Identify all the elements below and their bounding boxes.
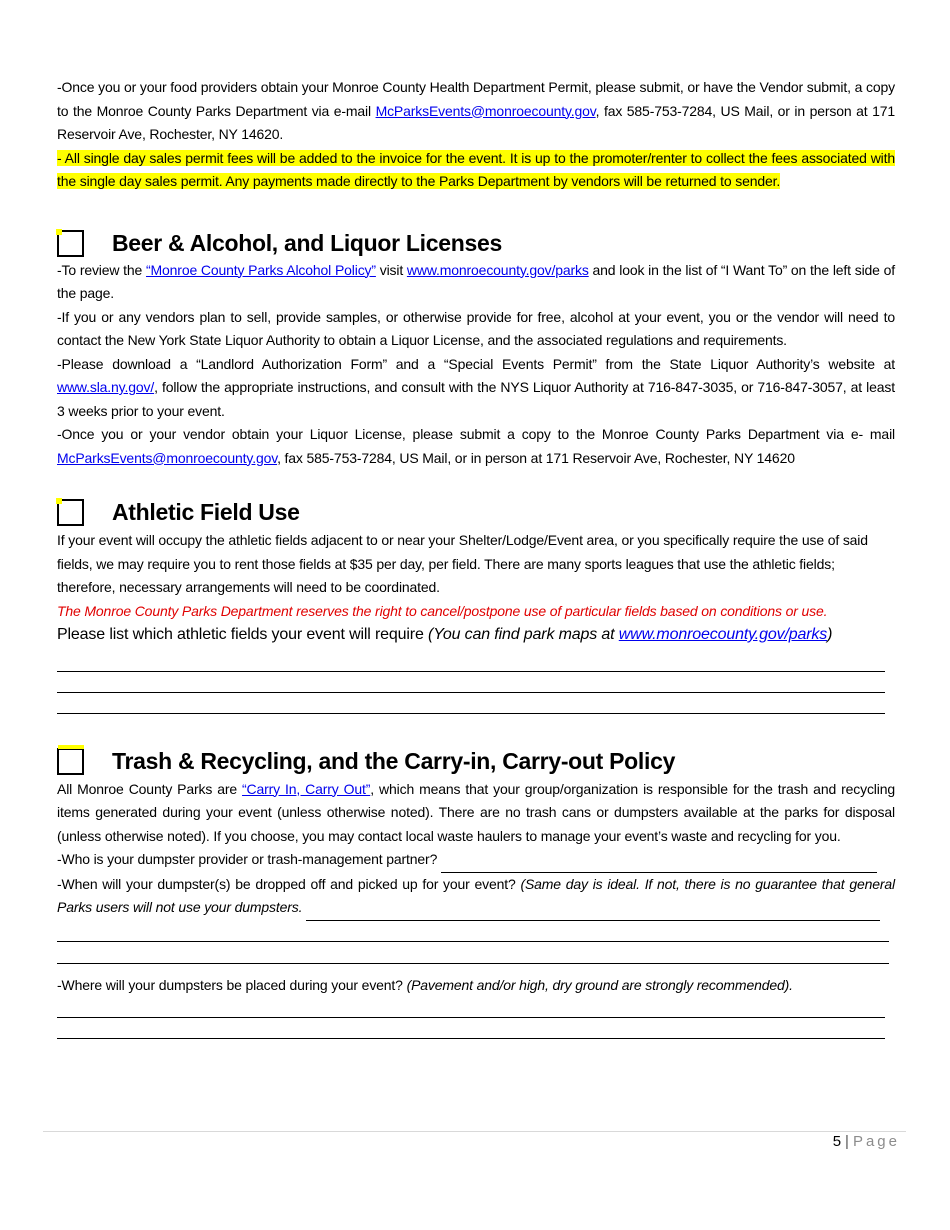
dumpster-placement-question (57, 974, 895, 998)
text: -To review the (57, 261, 147, 278)
sla-website-link[interactable]: www.sla.ny.gov/ (57, 379, 155, 395)
highlighted-notice: - All single day sales permit fees will be added to the invoice for the event. It is up to the promoter/renter to collect the fees associated with the single day sales permit. Any payments made directly to the Parks Department by vendors will be returned to sender. (57, 149, 895, 189)
text: , fax 585-753-7284, US Mail, or in person at 171 Reservoir Ave, Rochester, NY 14620 (277, 449, 795, 466)
alcohol-policy-link[interactable]: “Monroe County Parks Alcohol Policy” (146, 261, 376, 278)
beer-section-title: Beer & Alcohol, and Liquor Licenses (112, 229, 502, 256)
trash-checkbox[interactable] (57, 748, 84, 775)
text: visit (375, 261, 407, 278)
question-label: -Who is your dumpster provider or trash-management partner? (57, 851, 438, 867)
page-label: Page (852, 1133, 900, 1150)
carry-in-paragraph (57, 778, 895, 849)
page-number: 5 (832, 1133, 842, 1150)
dumpster-placement-line-2[interactable] (57, 1038, 885, 1039)
park-maps-link[interactable]: www.monroecounty.gov/parks (618, 626, 828, 643)
liquor-license-paragraph: -If you or any vendors plan to sell, provide samples, or otherwise provide for free, alcohol at your event, you or the vendor will need to contact the New York State Liquor Authority to obtain a Liquor License, and the associated regulations and requirements. (57, 308, 895, 348)
text: , follow the appropriate instructions, and consult with the NYS Liquor Authority at 716-847-3035, or 716-847-3057, at least 3 weeks prior to your event. (57, 379, 895, 419)
athletic-answer-line-3[interactable] (57, 713, 885, 714)
dumpster-timing-field[interactable] (306, 896, 880, 921)
question-label: -Where will your dumpsters be placed during your event? (57, 976, 407, 993)
dumpster-timing-question (57, 873, 895, 921)
athletic-answer-line-2[interactable] (57, 692, 885, 693)
text: and look in the list of “I Want To” on the left side of the page. (57, 261, 895, 301)
text: , which means that your group/organization is responsible for the trash and recycling items generated during your event (unless otherwise noted). There are no trash cans or dumpsters available at the parks for disposal (unless otherwise noted). If you choose, you may contact local waste haulers to manage your event’s waste and recycling for you. (57, 780, 896, 844)
submit-license-paragraph (57, 423, 895, 470)
beer-checkbox[interactable] (57, 230, 84, 257)
trash-section-title: Trash & Recycling, and the Carry-in, Carry-out Policy (112, 747, 676, 774)
dumpster-placement-line-1[interactable] (57, 1017, 885, 1018)
parks-email-link[interactable]: McParksEvents@monroecounty.gov (57, 449, 278, 466)
text: All Monroe County Parks are (57, 780, 243, 797)
dumpster-provider-field[interactable] (441, 848, 877, 873)
athletic-section-title: Athletic Field Use (112, 499, 300, 525)
sales-permit-notice (57, 147, 895, 194)
athletic-fields-paragraph: If your event will occupy the athletic fields adjacent to or near your Shelter/Lodge/Event area, or you specifically require the use of said fields, we may require you to rent those fields at $35 per day, per field. There are many sports leagues that use the athletic fields; therefore, necessary arrangements will need to be coordinated. (57, 532, 868, 595)
text: -Once you or your food providers obtain your Monroe County Health Department Permit, please submit, or have the Vendor submit, a copy to the Monroe County Parks Department via e-mail (57, 79, 895, 119)
text: , fax 585-753-7284, US Mail, or in person at 171 Reservoir Ave, Rochester, NY 14620. (57, 102, 895, 142)
dumpster-provider-question (57, 848, 895, 873)
carry-in-link[interactable]: “Carry In, Carry Out” (242, 780, 371, 797)
parks-email-link[interactable]: McParksEvents@monroecounty.gov (375, 102, 596, 119)
question-label: -When will your dumpster(s) be dropped off and picked up for your event? (57, 875, 521, 892)
dumpster-timing-line-2[interactable] (57, 941, 889, 942)
parks-website-link[interactable]: www.monroecounty.gov/parks (406, 261, 589, 278)
athletic-checkbox[interactable] (57, 499, 84, 526)
question-hint: (Pavement and/or high, dry ground are strongly recommended). (406, 976, 793, 993)
download-forms-paragraph (57, 353, 895, 424)
health-permit-paragraph (57, 76, 895, 147)
athletic-section-header (57, 499, 895, 526)
page-footer (833, 1133, 900, 1150)
page-separator: | (845, 1133, 849, 1150)
athletic-fields-prompt (57, 623, 895, 647)
text: (You can find park maps at (428, 626, 619, 643)
beer-section-header (57, 230, 895, 257)
dumpster-timing-line-3[interactable] (57, 963, 889, 964)
footer-divider (43, 1131, 906, 1132)
text: -Please download a “Landlord Authorization Form” and a “Special Events Permit” from the State Liquor Authority’s website at (57, 355, 895, 372)
text: ) (827, 626, 833, 643)
question-hint: (Same day is ideal. If not, there is no guarantee that general Parks users will not use your dumpsters. (57, 875, 895, 915)
text: Please list which athletic fields your event will require (57, 626, 429, 643)
cancellation-notice: The Monroe County Parks Department reserves the right to cancel/postpone use of particular fields based on conditions or use. (57, 602, 828, 619)
trash-section-header (57, 748, 895, 775)
athletic-answer-line-1[interactable] (57, 671, 885, 672)
alcohol-policy-paragraph (57, 259, 895, 306)
text: -Once you or your vendor obtain your Liquor License, please submit a copy to the Monroe County Parks Department via e- mail (57, 426, 895, 442)
document-page (57, 76, 895, 1039)
